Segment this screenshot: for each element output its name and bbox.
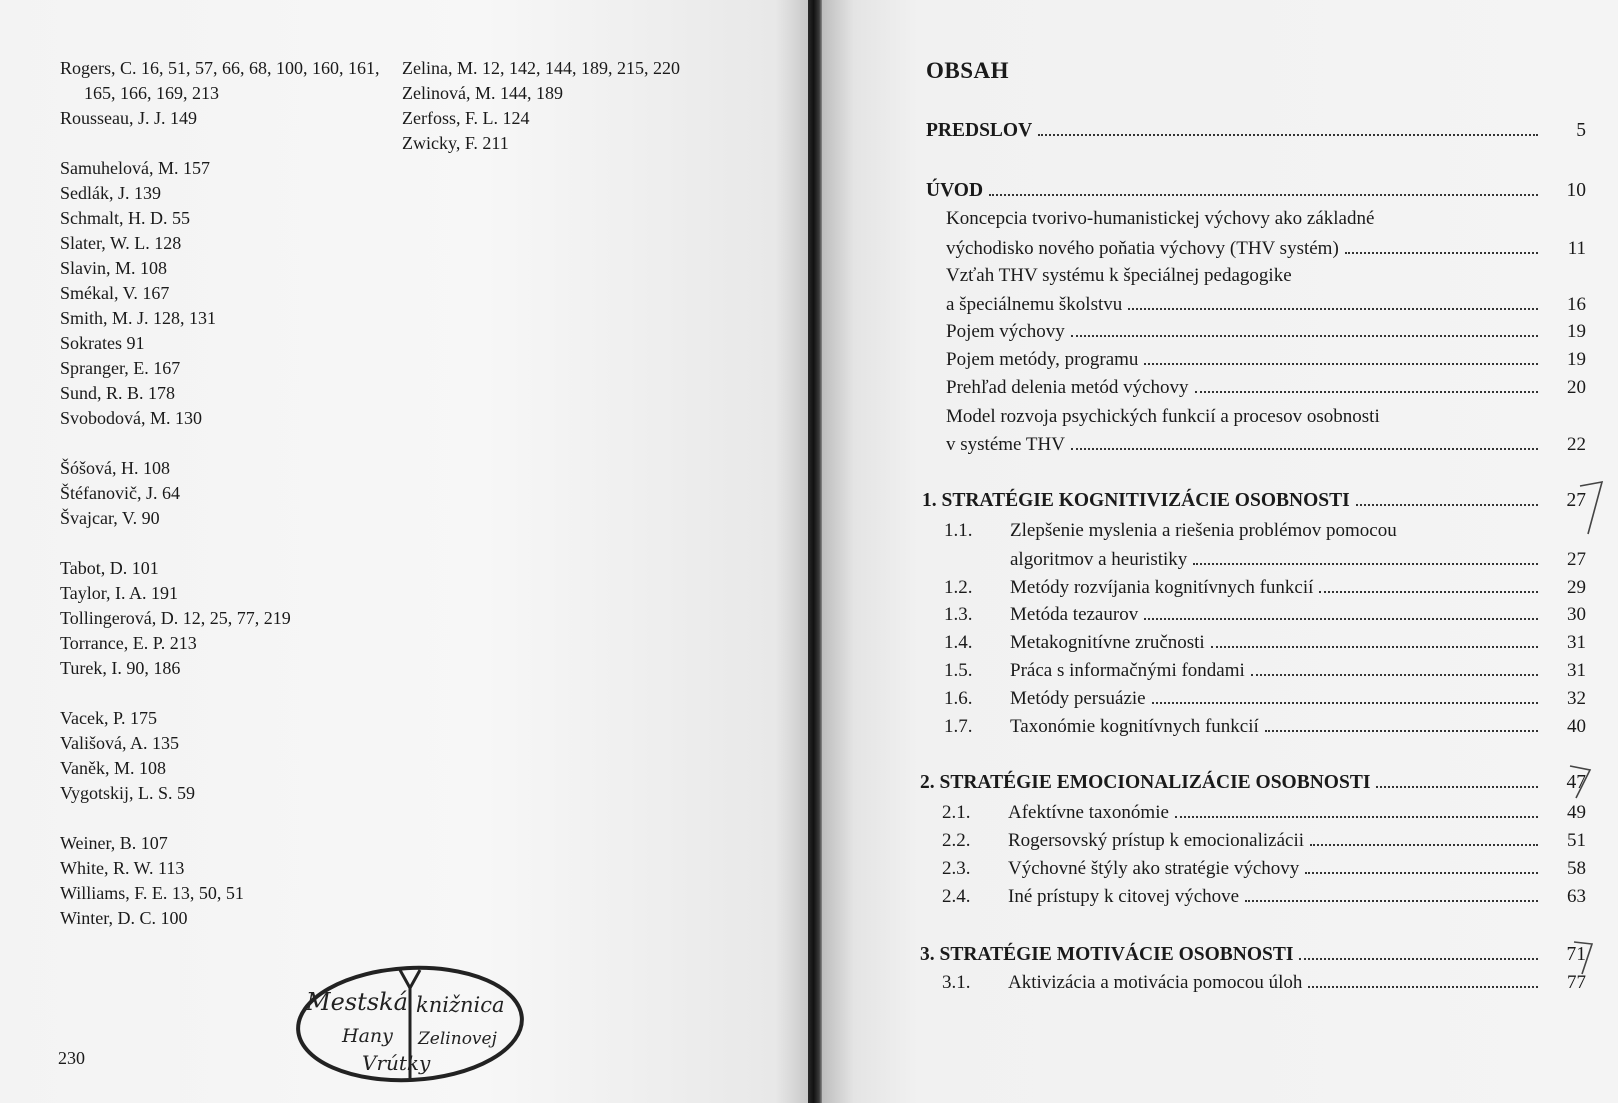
toc-entry: 1.4. Metakognitívne zručnosti 31	[944, 632, 1586, 653]
index-entry: Vacek, P. 175	[60, 708, 157, 728]
toc-page: 27	[1567, 549, 1586, 570]
index-group-s	[60, 156, 390, 431]
left-page	[0, 0, 808, 1103]
index-entry: Vaněk, M. 108	[60, 758, 166, 778]
toc-page: 10	[1566, 180, 1586, 201]
index-entry: Spranger, E. 167	[60, 358, 181, 378]
index-entry: Zelinová, M. 144, 189	[402, 83, 563, 103]
toc-page: 16	[1567, 294, 1586, 315]
toc-num: 1.1.	[944, 520, 973, 541]
pencil-mark-icon	[1576, 478, 1608, 538]
toc-page: 32	[1567, 688, 1586, 709]
index-group-w	[60, 831, 390, 931]
toc-page: 63	[1567, 886, 1586, 907]
toc-page: 31	[1567, 660, 1586, 681]
index-entry: Turek, I. 90, 186	[60, 658, 181, 678]
toc-page: 19	[1567, 349, 1586, 370]
toc-page: 19	[1567, 321, 1586, 342]
stamp-text: knižnica	[416, 993, 505, 1017]
stamp-text: Mestská	[306, 988, 408, 1016]
index-entry: Tabot, D. 101	[60, 558, 159, 578]
index-group-v	[60, 706, 390, 806]
index-entry: Samuhelová, M. 157	[60, 158, 210, 178]
toc-entry: 3.1. Aktivizácia a motivácia pomocou úloh 77	[942, 972, 1586, 993]
toc-chapter-3: 3. STRATÉGIE MOTIVÁCIE OSOBNOSTI 71	[920, 944, 1586, 965]
index-entry: White, R. W. 113	[60, 858, 185, 878]
toc-title: OBSAH	[926, 58, 1010, 83]
index-group-t	[60, 556, 390, 681]
index-entry: Slater, W. L. 128	[60, 233, 182, 253]
toc-entry: 1.2. Metódy rozvíjania kognitívnych funkcií 29	[944, 577, 1586, 598]
toc-entry: algoritmov a heuristiky 27	[1010, 549, 1586, 570]
index-entry: Sokrates 91	[60, 333, 145, 353]
index-entry: Zwicky, F. 211	[402, 133, 509, 153]
toc-entry: a špeciálnemu školstvu 16	[946, 294, 1586, 315]
index-entry: Sedlák, J. 139	[60, 183, 161, 203]
index-entry: Torrance, E. P. 213	[60, 633, 197, 653]
toc-page: 30	[1567, 604, 1586, 625]
toc-page: 51	[1567, 830, 1586, 851]
toc-page: 40	[1567, 716, 1586, 737]
toc-page: 5	[1576, 120, 1586, 141]
index-entry: Winter, D. C. 100	[60, 908, 188, 928]
index-entry: Weiner, B. 107	[60, 833, 168, 853]
toc-page: 49	[1567, 802, 1586, 823]
index-column-2	[402, 56, 732, 156]
toc-entry: 2.4. Iné prístupy k citovej výchove 63	[942, 886, 1586, 907]
toc-entry: Pojem výchovy 19	[946, 321, 1586, 342]
toc-page: 77	[1567, 972, 1586, 993]
index-entry: Williams, F. E. 13, 50, 51	[60, 883, 244, 903]
index-column-1	[60, 56, 390, 956]
toc-entry: 1.6. Metódy persuázie 32	[944, 688, 1586, 709]
index-entry: Vygotskij, L. S. 59	[60, 783, 196, 803]
toc-line: Model rozvoja psychických funkcií a procesov osobnosti	[946, 406, 1380, 427]
toc-page: 71	[1566, 944, 1586, 965]
index-entry: Rogers, C. 16, 51, 57, 66, 68, 100, 160, 161, 165, 166, 169, 213	[60, 58, 380, 103]
pencil-mark-icon	[1572, 938, 1602, 980]
toc-entry: Pojem metódy, programu 19	[946, 349, 1586, 370]
index-entry: Smékal, V. 167	[60, 283, 170, 303]
index-entry: Zerfoss, F. L. 124	[402, 108, 530, 128]
toc-entry: v systéme THV 22	[946, 434, 1586, 455]
index-entry: Švajcar, V. 90	[60, 508, 160, 528]
library-stamp	[292, 962, 528, 1086]
toc-entry: Prehľad delenia metód výchovy 20	[946, 377, 1586, 398]
stamp-text: Hany	[342, 1025, 393, 1047]
toc-entry-uvod: ÚVOD 10	[926, 180, 1586, 201]
index-entry: Tollingerová, D. 12, 25, 77, 219	[60, 608, 291, 628]
toc-page: 58	[1567, 858, 1586, 879]
toc-entry: 2.1. Afektívne taxonómie 49	[942, 802, 1586, 823]
toc-entry: 1.3. Metóda tezaurov 30	[944, 604, 1586, 625]
toc-page: 20	[1567, 377, 1586, 398]
toc-entry: 1.7. Taxonómie kognitívnych funkcií 40	[944, 716, 1586, 737]
toc-page: 29	[1567, 577, 1586, 598]
toc-line: 1.1. Zlepšenie myslenia a riešenia problémov pomocou	[944, 520, 1397, 541]
stamp-text: Zelinovej	[418, 1029, 497, 1049]
toc-chapter-1: 1. STRATÉGIE KOGNITIVIZÁCIE OSOBNOSTI 27	[922, 490, 1586, 511]
toc-entry-predslov: PREDSLOV 5	[926, 120, 1586, 141]
index-entry: Šóšová, H. 108	[60, 458, 171, 478]
toc-line: Vzťah THV systému k špeciálnej pedagogike	[946, 265, 1292, 286]
index-entry: Slavin, M. 108	[60, 258, 168, 278]
toc-line: Koncepcia tvorivo-humanistickej výchovy ako základné	[946, 208, 1375, 229]
index-entry: Sund, R. B. 178	[60, 383, 176, 403]
index-entry: Schmalt, H. D. 55	[60, 208, 190, 228]
toc-page: 47	[1566, 772, 1586, 793]
pencil-mark-icon	[1568, 760, 1602, 804]
toc-entry: 1.5. Práca s informačnými fondami 31	[944, 660, 1586, 681]
index-entry: Vališová, A. 135	[60, 733, 179, 753]
index-group-s-caron	[60, 456, 390, 531]
stamp-text: Vrútky	[362, 1051, 431, 1075]
index-entry: Rousseau, J. J. 149	[60, 108, 198, 128]
toc-entry: 2.2. Rogersovský prístup k emocionalizácii 51	[942, 830, 1586, 851]
index-entry: Štéfanovič, J. 64	[60, 483, 180, 503]
index-group-r	[60, 56, 390, 131]
book-gutter	[808, 0, 822, 1103]
toc-entry: 2.3. Výchovné štýly ako stratégie výchovy 58	[942, 858, 1586, 879]
toc-page: 11	[1567, 238, 1586, 259]
toc-entry: východisko nového poňatia výchovy (THV systém) 11	[946, 238, 1586, 259]
toc-page: 22	[1567, 434, 1586, 455]
page-number: 230	[58, 1048, 85, 1068]
index-entry: Taylor, I. A. 191	[60, 583, 179, 603]
toc-chapter-2: 2. STRATÉGIE EMOCIONALIZÁCIE OSOBNOSTI 47	[920, 772, 1586, 793]
toc-page: 27	[1566, 490, 1586, 511]
toc-page: 31	[1567, 632, 1586, 653]
index-entry: Smith, M. J. 128, 131	[60, 308, 217, 328]
index-entry: Zelina, M. 12, 142, 144, 189, 215, 220	[402, 58, 680, 78]
index-entry: Svobodová, M. 130	[60, 408, 203, 428]
